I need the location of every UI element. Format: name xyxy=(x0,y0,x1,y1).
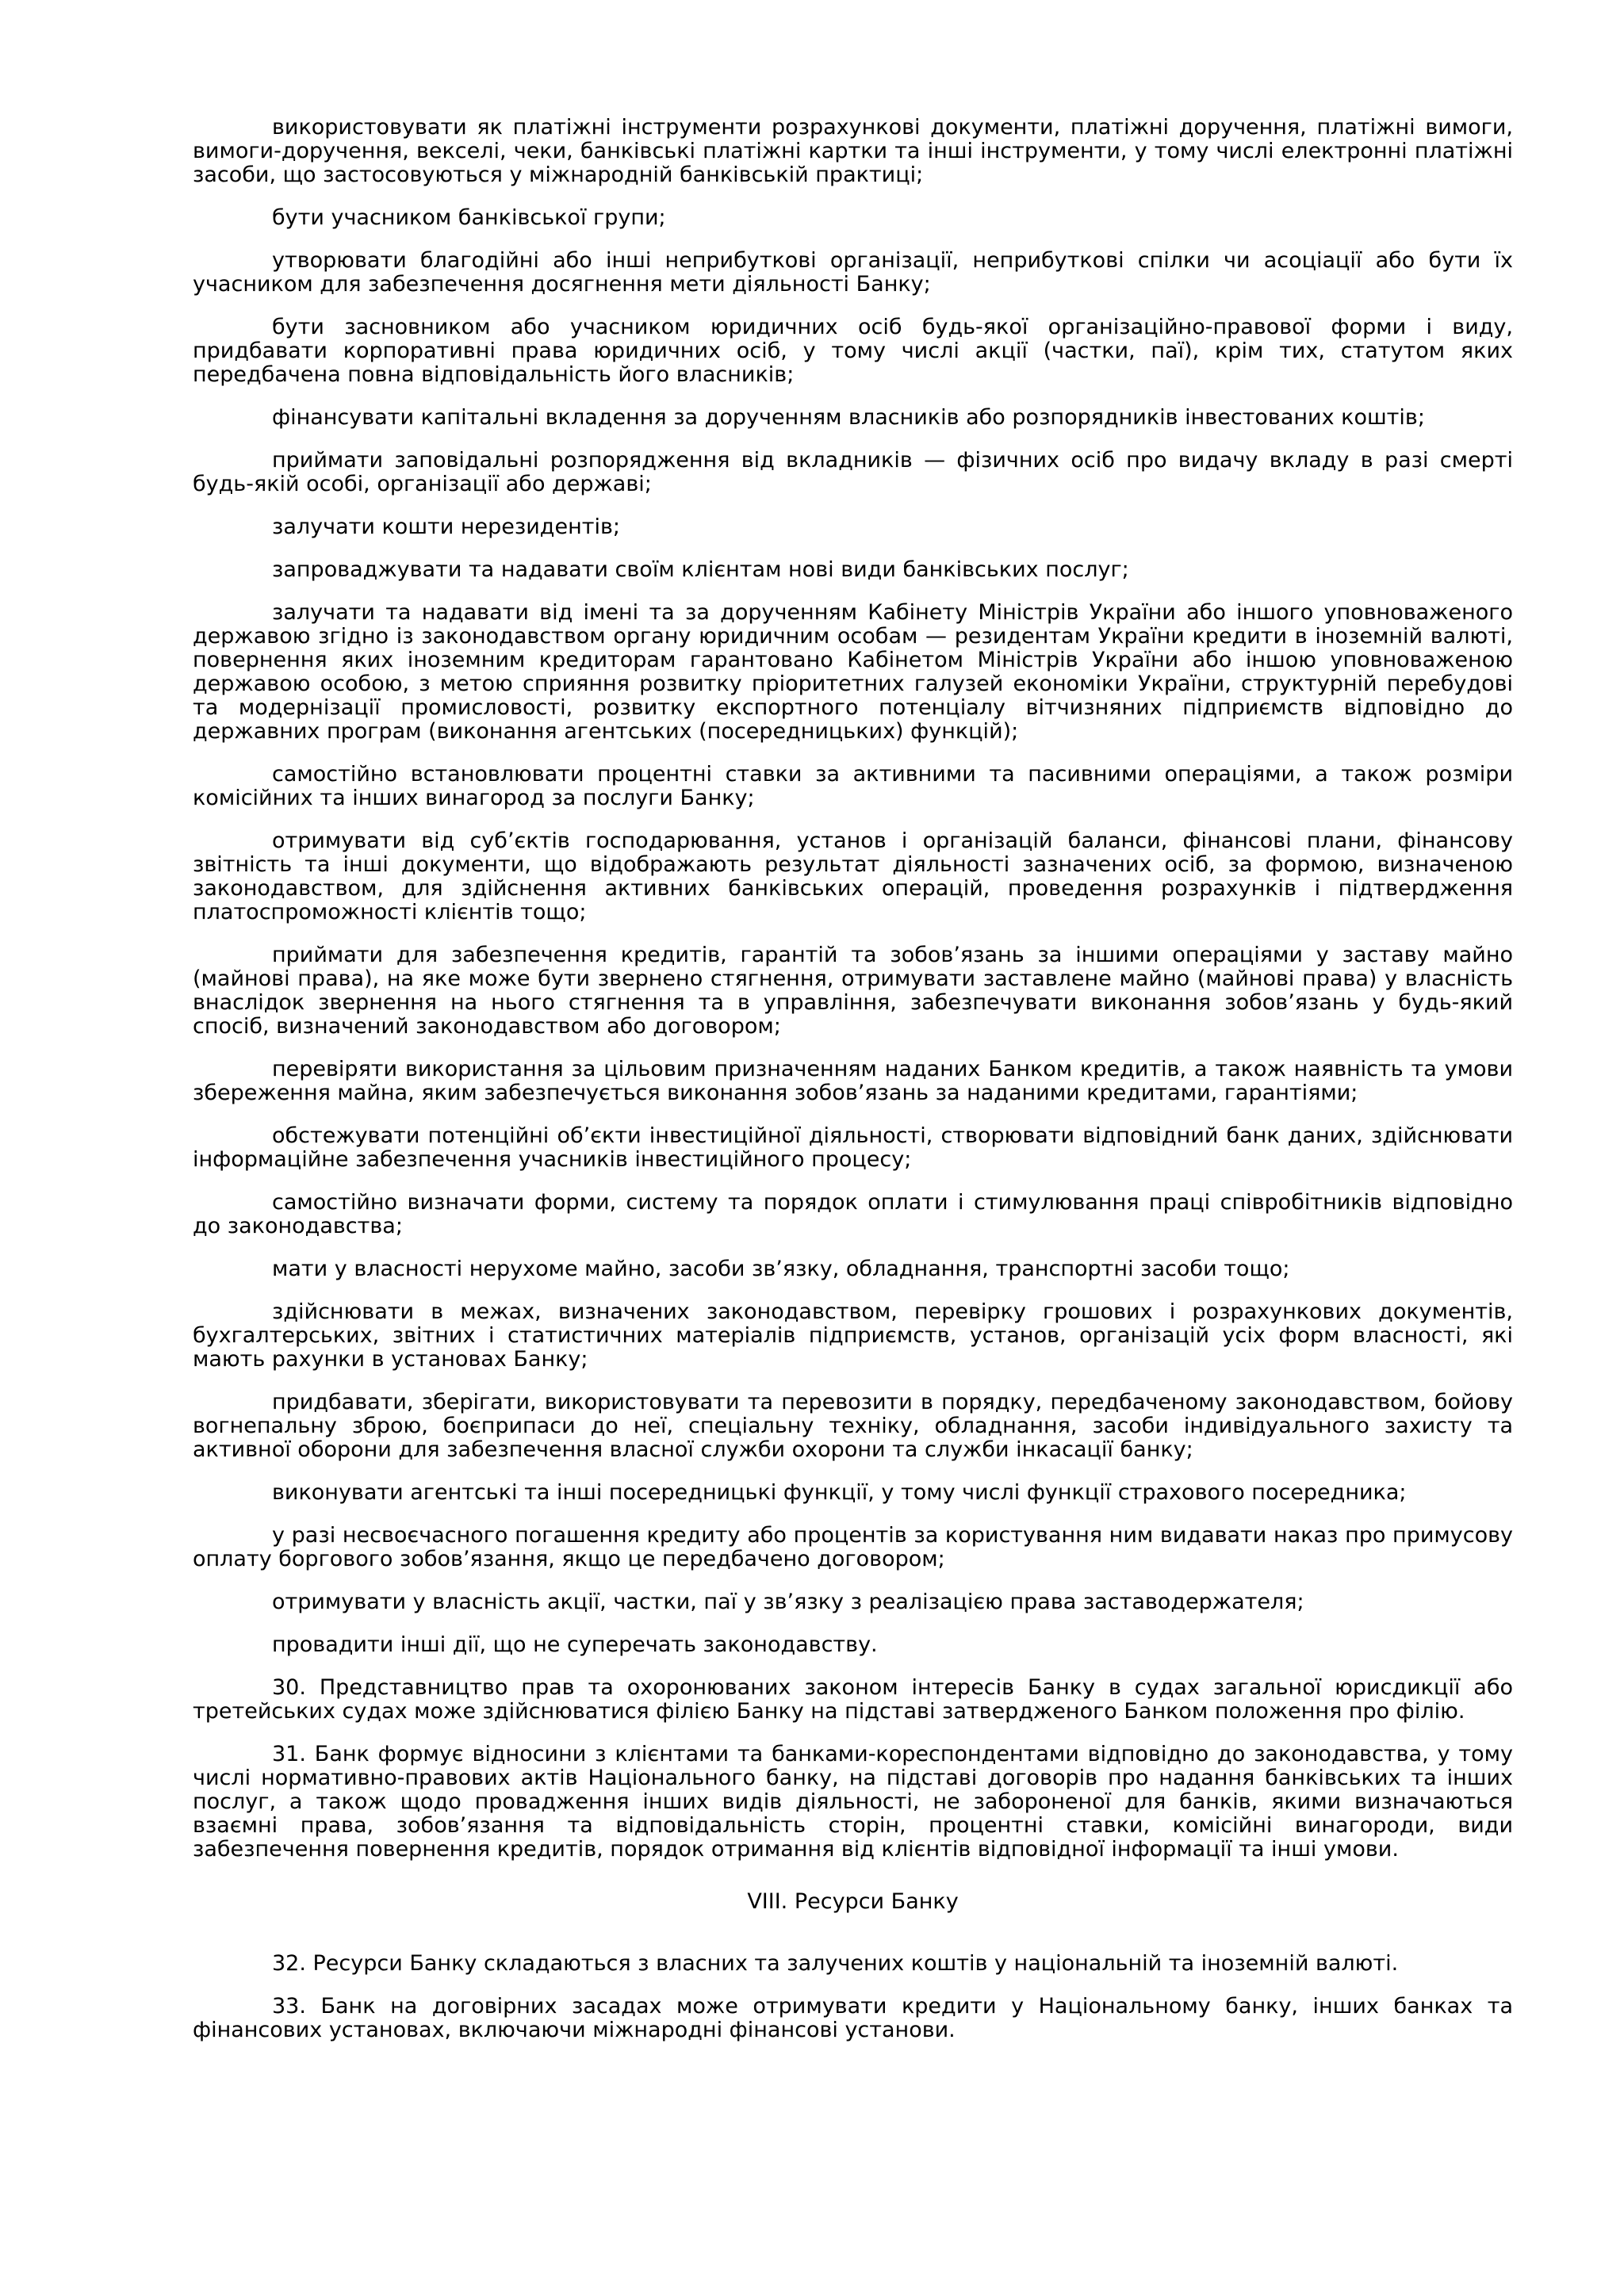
paragraph: залучати та надавати від імені та за дорученням Кабінету Міністрів України або іншого уповноваженого державою згідно із законодавством органу юридичним особам — резидентам України кредити в іноземній валюті, повернення яких іноземним кредиторам гарантовано Кабінетом Міністрів України або іншою уповноваженою державою особою, з метою сприяння розвитку пріоритетних галузей економіки України, структурній перебудові та модернізації промисловості, розвитку експортного потенціалу вітчизняних підприємств відповідно до державних програм (виконання агентських (посередницьких) функцій); xyxy=(193,600,1513,744)
paragraph: самостійно встановлювати процентні ставки за активними та пасивними операціями, а також розміри комісійних та інших винагород за послуги Банку; xyxy=(193,762,1513,810)
paragraph: утворювати благодійні або інші неприбуткові організації, неприбуткові спілки чи асоціації або бути їх учасником для забезпечення досягнення мети діяльності Банку; xyxy=(193,248,1513,297)
paragraph: перевіряти використання за цільовим призначенням наданих Банком кредитів, а також наявність та умови збереження майна, яким забезпечується виконання зобов’язань за наданими кредитами, гарантіями; xyxy=(193,1057,1513,1105)
paragraph: у разі несвоєчасного погашення кредиту або процентів за користування ним видавати наказ про примусову оплату боргового зобов’язання, якщо це передбачено договором; xyxy=(193,1523,1513,1571)
section-heading: VIII. Ресурси Банку xyxy=(747,1889,959,1914)
paragraph: обстежувати потенційні об’єкти інвестиційної діяльності, створювати відповідний банк даних, здійснювати інформаційне забезпечення учасників інвестиційного процесу; xyxy=(193,1123,1513,1172)
paragraph: приймати для забезпечення кредитів, гарантій та зобов’язань за іншими операціями у заставу майно (майнові права), на яке може бути звернено стягнення, отримувати заставлене майно (майнові права) у власність внаслідок звернення на нього стягнення та в управління, забезпечувати виконання зобов’язань у будь-який спосіб, визначений законодавством або договором; xyxy=(193,943,1513,1039)
paragraph-32: 32. Ресурси Банку складаються з власних та залучених коштів у національній та іноземній валюті. xyxy=(272,1951,1399,1976)
paragraph: фінансувати капітальні вкладення за дорученням власників або розпорядників інвестованих коштів; xyxy=(272,405,1425,430)
paragraph-33: 33. Банк на договірних засадах може отримувати кредити у Національному банку, інших банках та фінансових установах, включаючи міжнародні фінансові установи. xyxy=(193,1994,1513,2042)
paragraph: отримувати у власність акції, частки, паї у зв’язку з реалізацією права заставодержателя; xyxy=(272,1590,1304,1614)
paragraph: придбавати, зберігати, використовувати та перевозити в порядку, передбаченому законодавством, бойову вогнепальну зброю, боєприпаси до неї, спеціальну техніку, обладнання, засоби індивідуального захисту та активної оборони для забезпечення власної служби охорони та служби інкасації банку; xyxy=(193,1390,1513,1462)
paragraph: бути засновником або учасником юридичних осіб будь-якої організаційно-правової форми і виду, придбавати корпоративні права юридичних осіб, у тому числі акції (частки, паї), крім тих, статутом яких передбачена повна відповідальність його власників; xyxy=(193,315,1513,387)
paragraph: залучати кошти нерезидентів; xyxy=(272,515,620,539)
paragraph: бути учасником банківської групи; xyxy=(272,205,666,230)
paragraph: здійснювати в межах, визначених законодавством, перевірку грошових і розрахункових документів, бухгалтерських, звітних і статистичних матеріалів підприємств, установ, організацій усіх форм власності, які мають рахунки в установах Банку; xyxy=(193,1299,1513,1372)
paragraph: виконувати агентські та інші посередницькі функції, у тому числі функції страхового посередника; xyxy=(272,1480,1407,1505)
paragraph: використовувати як платіжні інструменти розрахункові документи, платіжні доручення, платіжні вимоги, вимоги-доручення, векселі, чеки, банківські платіжні картки та інші інструменти, у тому числі електронні платіжні засоби, що застосовуються у міжнародній банківській практиці; xyxy=(193,115,1513,187)
paragraph: запроваджувати та надавати своїм клієнтам нові види банківських послуг; xyxy=(272,557,1129,582)
document-page xyxy=(193,116,1513,2061)
paragraph: приймати заповідальні розпорядження від вкладників — фізичних осіб про видачу вкладу в разі смерті будь-якій особі, організації або державі; xyxy=(193,448,1513,496)
paragraph-30: 30. Представництво прав та охоронюваних законом інтересів Банку в судах загальної юрисдикції або третейських судах може здійснюватися філією Банку на підставі затвердженого Банком положення про філію. xyxy=(193,1675,1513,1724)
paragraph: провадити інші дії, що не суперечать законодавству. xyxy=(272,1632,878,1657)
paragraph-31: 31. Банк формує відносини з клієнтами та банками-кореспондентами відповідно до законодавства, у тому числі нормативно-правових актів Національного банку, на підставі договорів про надання банківських та інших послуг, а також щодо провадження інших видів діяльності, не забороненої для банків, якими визначаються взаємні права, зобов’язання та відповідальність сторін, процентні ставки, комісійні винагороди, види забезпечення повернення кредитів, порядок отримання від клієнтів відповідної інформації та інші умови. xyxy=(193,1742,1513,1862)
paragraph: отримувати від суб’єктів господарювання, установ і організацій баланси, фінансові плани, фінансову звітність та інші документи, що відображають результат діяльності зазначених осіб, за формою, визначеною законодавством, для здійснення активних банківських операцій, проведення розрахунків і підтвердження платоспроможності клієнтів тощо; xyxy=(193,828,1513,924)
paragraph: самостійно визначати форми, систему та порядок оплати і стимулювання праці співробітників відповідно до законодавства; xyxy=(193,1190,1513,1238)
paragraph: мати у власності нерухоме майно, засоби зв’язку, обладнання, транспортні засоби тощо; xyxy=(272,1257,1290,1281)
